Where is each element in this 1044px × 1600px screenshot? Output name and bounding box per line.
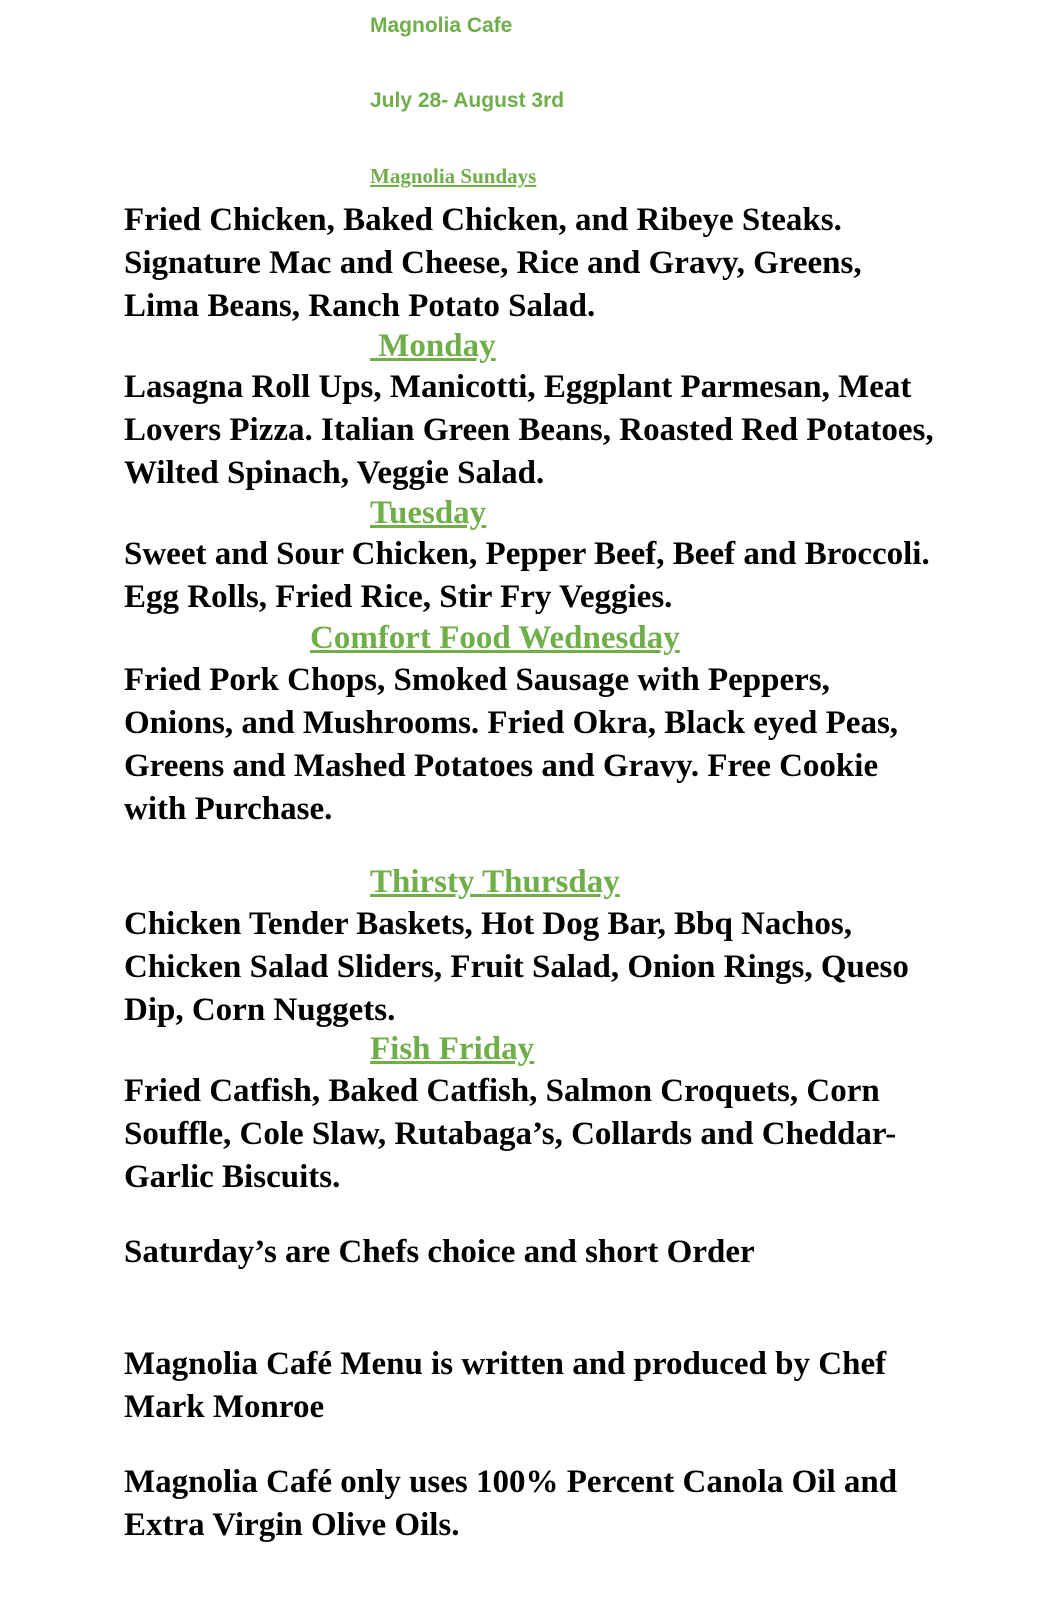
thursday-heading: Thirsty Thursday	[370, 864, 620, 900]
sunday-heading: Magnolia Sundays	[370, 164, 537, 188]
tuesday-menu-items: Sweet and Sour Chicken, Pepper Beef, Beef and Broccoli. Egg Rolls, Fried Rice, Stir Fry Veggies.	[124, 536, 947, 615]
wednesday-menu-items: Fried Pork Chops, Smoked Sausage with Peppers, Onions, and Mushrooms. Fried Okra, Black eyed Peas, Greens and Mashed Potatoes and Gravy. Free Cookie with Purchase.	[124, 662, 907, 827]
cafe-name: Magnolia Cafe	[370, 14, 513, 37]
sunday-menu-items: Fried Chicken, Baked Chicken, and Ribeye Steaks. Signature Mac and Cheese, Rice and Gravy, Greens, Lima Beans, Ranch Potato Salad.	[124, 202, 870, 324]
saturday-note: Saturday’s are Chefs choice and short Order	[124, 1234, 755, 1270]
friday-heading: Fish Friday	[370, 1031, 535, 1067]
friday-menu-items: Fried Catfish, Baked Catfish, Salmon Croquets, Corn Souffle, Cole Slaw, Rutabaga’s, Collards and Cheddar- Garlic Biscuits.	[124, 1073, 905, 1195]
monday-menu-items: Lasagna Roll Ups, Manicotti, Eggplant Parmesan, Meat Lovers Pizza. Italian Green Beans, Roasted Red Potatoes, Wilted Spinach, Veggie Salad.	[124, 369, 942, 491]
tuesday-heading: Tuesday	[370, 495, 487, 531]
wednesday-heading: Comfort Food Wednesday	[310, 620, 680, 656]
date-range: July 28- August 3rd	[370, 89, 565, 112]
oil-note: Magnolia Café only uses 100% Percent Canola Oil and Extra Virgin Olive Oils.	[124, 1464, 906, 1543]
menu-credit: Magnolia Café Menu is written and produced by Chef Mark Monroe	[124, 1346, 895, 1425]
monday-heading: Monday	[370, 328, 496, 364]
thursday-menu-items: Chicken Tender Baskets, Hot Dog Bar, Bbq Nachos, Chicken Salad Sliders, Fruit Salad, Onion Rings, Queso Dip, Corn Nuggets.	[124, 906, 918, 1028]
